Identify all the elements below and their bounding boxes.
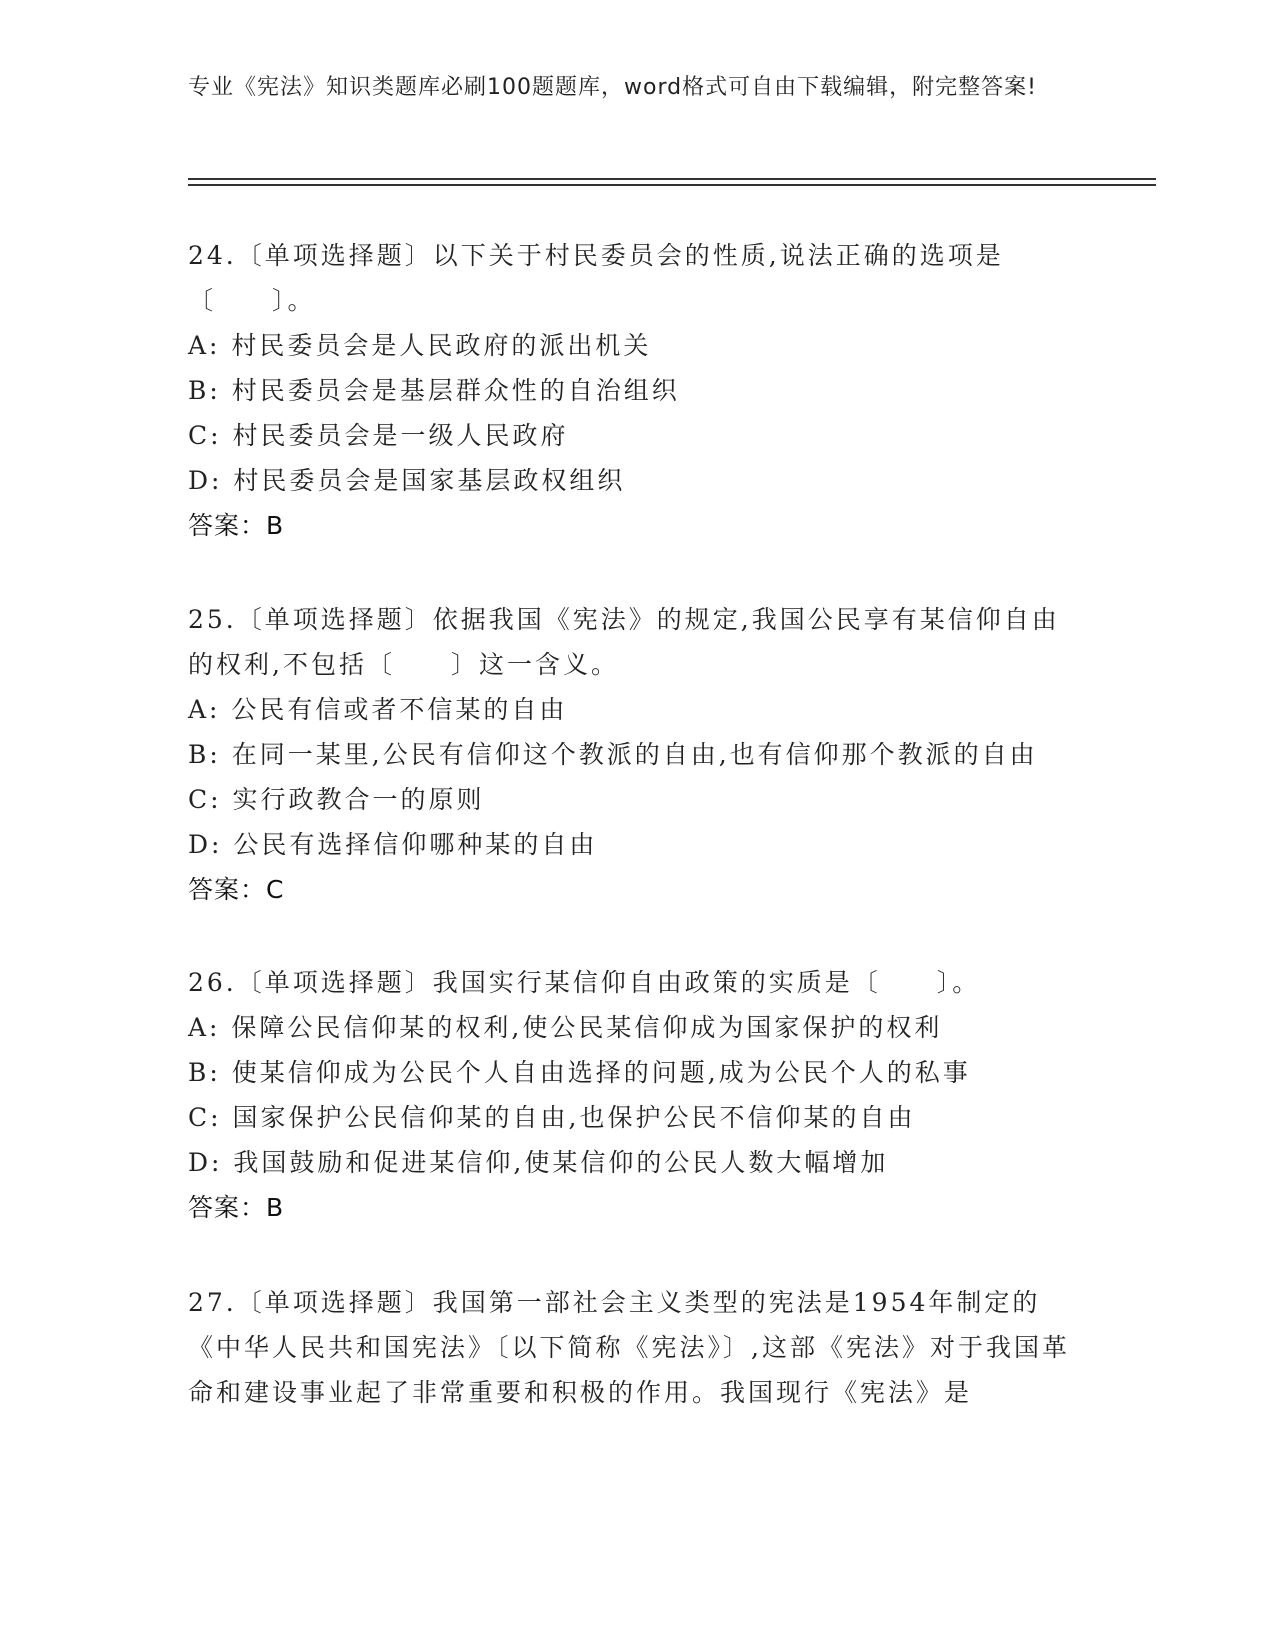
question-27 [188,1280,1078,1415]
document-header-title: 专业《宪法》知识类题库必刷100题题库，word格式可自由下载编辑，附完整答案! [188,75,1037,100]
answer-label: 答案：B [188,511,285,540]
option-d: D: 村民委员会是国家基层政权组织 [188,466,626,495]
question-stem: 27.〔单项选择题〕我国第一部社会主义类型的宪法是1954年制定的《中华人民共和国宪法》〔以下简称《宪法》〕,这部《宪法》对于我国革命和建设事业起了非常重要和积极的作用。我国现行《宪法》是 [188,1288,1070,1407]
question-26 [188,960,1078,1230]
option-b: B: 在同一某里,公民有信仰这个教派的自由,也有信仰那个教派的自由 [188,740,1038,769]
option-a: A: 公民有信或者不信某的自由 [188,695,568,724]
option-a: A: 村民委员会是人民政府的派出机关 [188,331,652,360]
question-stem: 25.〔单项选择题〕依据我国《宪法》的规定,我国公民享有某信仰自由的权利,不包括〔 〕这一含义。 [188,605,1060,679]
option-c: C: 村民委员会是一级人民政府 [188,421,569,450]
option-b: B: 村民委员会是基层群众性的自治组织 [188,376,680,405]
option-b: B: 使某信仰成为公民个人自由选择的问题,成为公民个人的私事 [188,1058,971,1087]
answer-label: 答案：C [188,875,285,904]
option-d: D: 公民有选择信仰哪种某的自由 [188,830,598,859]
option-c: C: 实行政教合一的原则 [188,785,485,814]
question-24 [188,233,1078,548]
question-25 [188,597,1078,912]
header-divider-bottom [188,184,1156,186]
question-stem: 24.〔单项选择题〕以下关于村民委员会的性质,说法正确的选项是〔 〕。 [188,241,1004,315]
header-divider-top [188,178,1156,180]
answer-label: 答案：B [188,1193,285,1222]
option-c: C: 国家保护公民信仰某的自由,也保护公民不信仰某的自由 [188,1103,916,1132]
option-a: A: 保障公民信仰某的权利,使公民某信仰成为国家保护的权利 [188,1013,943,1042]
option-d: D: 我国鼓励和促进某信仰,使某信仰的公民人数大幅增加 [188,1148,889,1177]
question-stem: 26.〔单项选择题〕我国实行某信仰自由政策的实质是〔 〕。 [188,968,981,997]
